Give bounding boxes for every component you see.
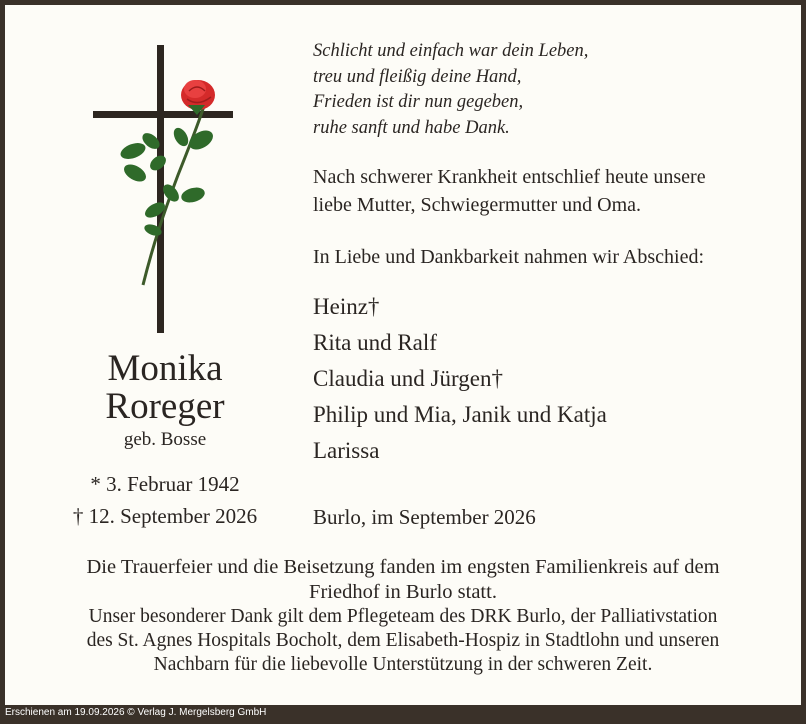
poem-line: Schlicht und einfach war dein Leben,	[313, 41, 589, 61]
poem-line: treu und fleißig deine Hand,	[313, 66, 522, 87]
birth-date: * 3. Februar 1942	[90, 472, 240, 496]
family-member: Heinz†	[313, 294, 380, 319]
poem-line: Frieden ist dir nun gegeben,	[313, 92, 524, 112]
poem-line: ruhe sanft und habe Dank.	[313, 117, 510, 138]
closing-notes	[0, 555, 806, 677]
farewell-intro	[313, 243, 793, 271]
farewell-intro-text: In Liebe und Dankbarkeit nahmen wir Abschied:	[313, 246, 704, 268]
thanks-note-line: Unser besonderer Dank gilt dem Pflegeteam des DRK Burlo, der Palliativstation	[88, 606, 718, 627]
announcement	[313, 163, 793, 219]
thanks-note-line: des St. Agnes Hospitals Bocholt, dem Elisabeth-Hospiz in Stadtlohn und unseren	[86, 630, 720, 651]
deceased-last-name: Roreger	[105, 386, 225, 427]
rose-icon	[181, 80, 215, 115]
deceased-first-name: Monika	[107, 348, 223, 389]
poem	[313, 39, 783, 141]
funeral-note-line: Friedhof in Burlo statt.	[309, 581, 497, 603]
publication-footer: Erschienen am 19.09.2026 © Verlag J. Mergelsberg GmbH	[5, 707, 267, 718]
announcement-line: Nach schwerer Krankheit entschlief heute unsere	[313, 166, 706, 188]
cross-with-rose	[93, 45, 235, 337]
birth-name: geb. Bosse	[123, 429, 207, 450]
funeral-note-line: Die Trauerfeier und die Beisetzung fanden im engsten Familienkreis auf dem	[86, 556, 720, 578]
family-list	[313, 289, 783, 469]
family-member: Rita und Ralf	[313, 330, 437, 355]
cross-icon	[93, 45, 235, 337]
family-member: Philip und Mia, Janik und Katja	[313, 402, 607, 427]
thanks-note-line: Nachbarn für die liebevolle Unterstützung in der schweren Zeit.	[153, 654, 653, 675]
place-date: Burlo, im September 2026	[313, 505, 536, 529]
family-member: Larissa	[313, 438, 380, 463]
family-member: Claudia und Jürgen†	[313, 366, 503, 391]
death-date: † 12. September 2026	[72, 504, 258, 528]
leaf-icon	[118, 125, 216, 237]
announcement-line: liebe Mutter, Schwiegermutter und Oma.	[313, 194, 641, 216]
